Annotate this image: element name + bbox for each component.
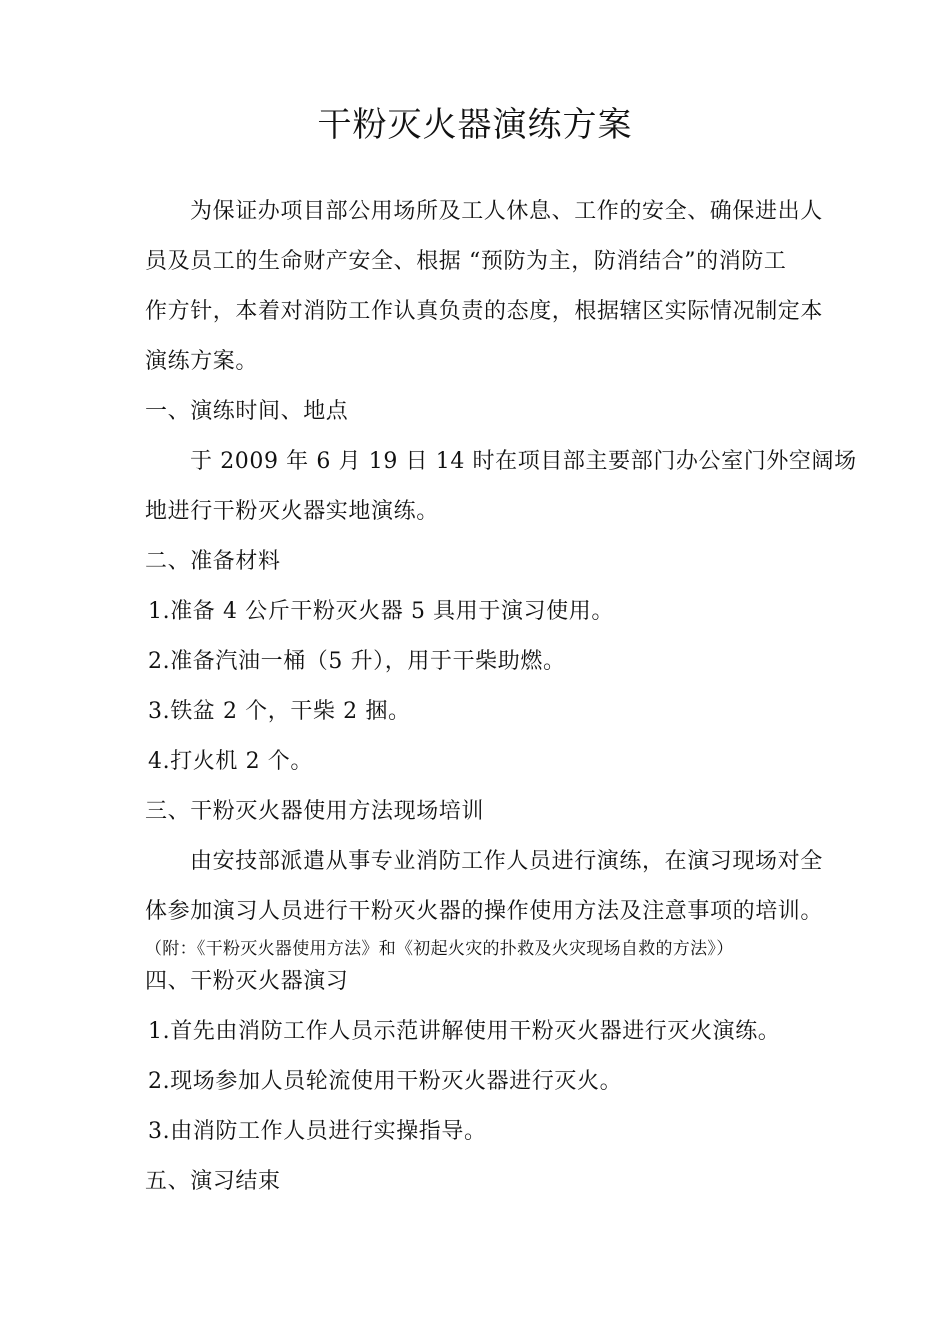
section-2-item-4: 4.打火机 2 个。 (148, 749, 313, 774)
section-4-heading: 四、干粉灭火器演习 (145, 969, 349, 994)
section-1-line-1: 于 2009 年 6 月 19 日 14 时在项目部主要部门办公室门外空阔场 (190, 449, 857, 474)
section-2-heading: 二、准备材料 (145, 549, 281, 574)
section-4-item-1: 1.首先由消防工作人员示范讲解使用干粉灭火器进行灭火演练。 (148, 1019, 781, 1044)
section-2-item-3: 3.铁盆 2 个，干柴 2 捆。 (148, 699, 411, 724)
section-2-item-2: 2.准备汽油一桶（5 升），用于干柴助燃。 (148, 649, 566, 674)
section-3-heading: 三、干粉灭火器使用方法现场培训 (145, 799, 485, 824)
section-3-note: （附：《干粉灭火器使用方法》和《初起火灾的扑救及火灾现场自救的方法》） (145, 939, 734, 959)
section-1-line-2: 地进行干粉灭火器实地演练。 (145, 499, 439, 524)
intro-line-2: 员及员工的生命财产安全、根据 “预防为主，防消结合”的消防工 (145, 249, 787, 274)
intro-line-4: 演练方案。 (145, 349, 259, 374)
document-title: 干粉灭火器演练方案 (317, 105, 633, 145)
section-2-item-1: 1.准备 4 公斤干粉灭火器 5 具用于演习使用。 (148, 599, 614, 624)
intro-line-3: 作方针，本着对消防工作认真负责的态度，根据辖区实际情况制定本 (145, 299, 824, 324)
section-4-item-2: 2.现场参加人员轮流使用干粉灭火器进行灭火。 (148, 1069, 623, 1094)
section-5-heading: 五、演习结束 (145, 1169, 281, 1194)
intro-line-1: 为保证办项目部公用场所及工人休息、工作的安全、确保进出人 (190, 199, 823, 224)
section-1-heading: 一、演练时间、地点 (145, 399, 349, 424)
section-3-line-1: 由安技部派遣从事专业消防工作人员进行演练，在演习现场对全 (190, 849, 823, 874)
section-3-line-2: 体参加演习人员进行干粉灭火器的操作使用方法及注意事项的培训。 (145, 899, 824, 924)
section-4-item-3: 3.由消防工作人员进行实操指导。 (148, 1119, 487, 1144)
